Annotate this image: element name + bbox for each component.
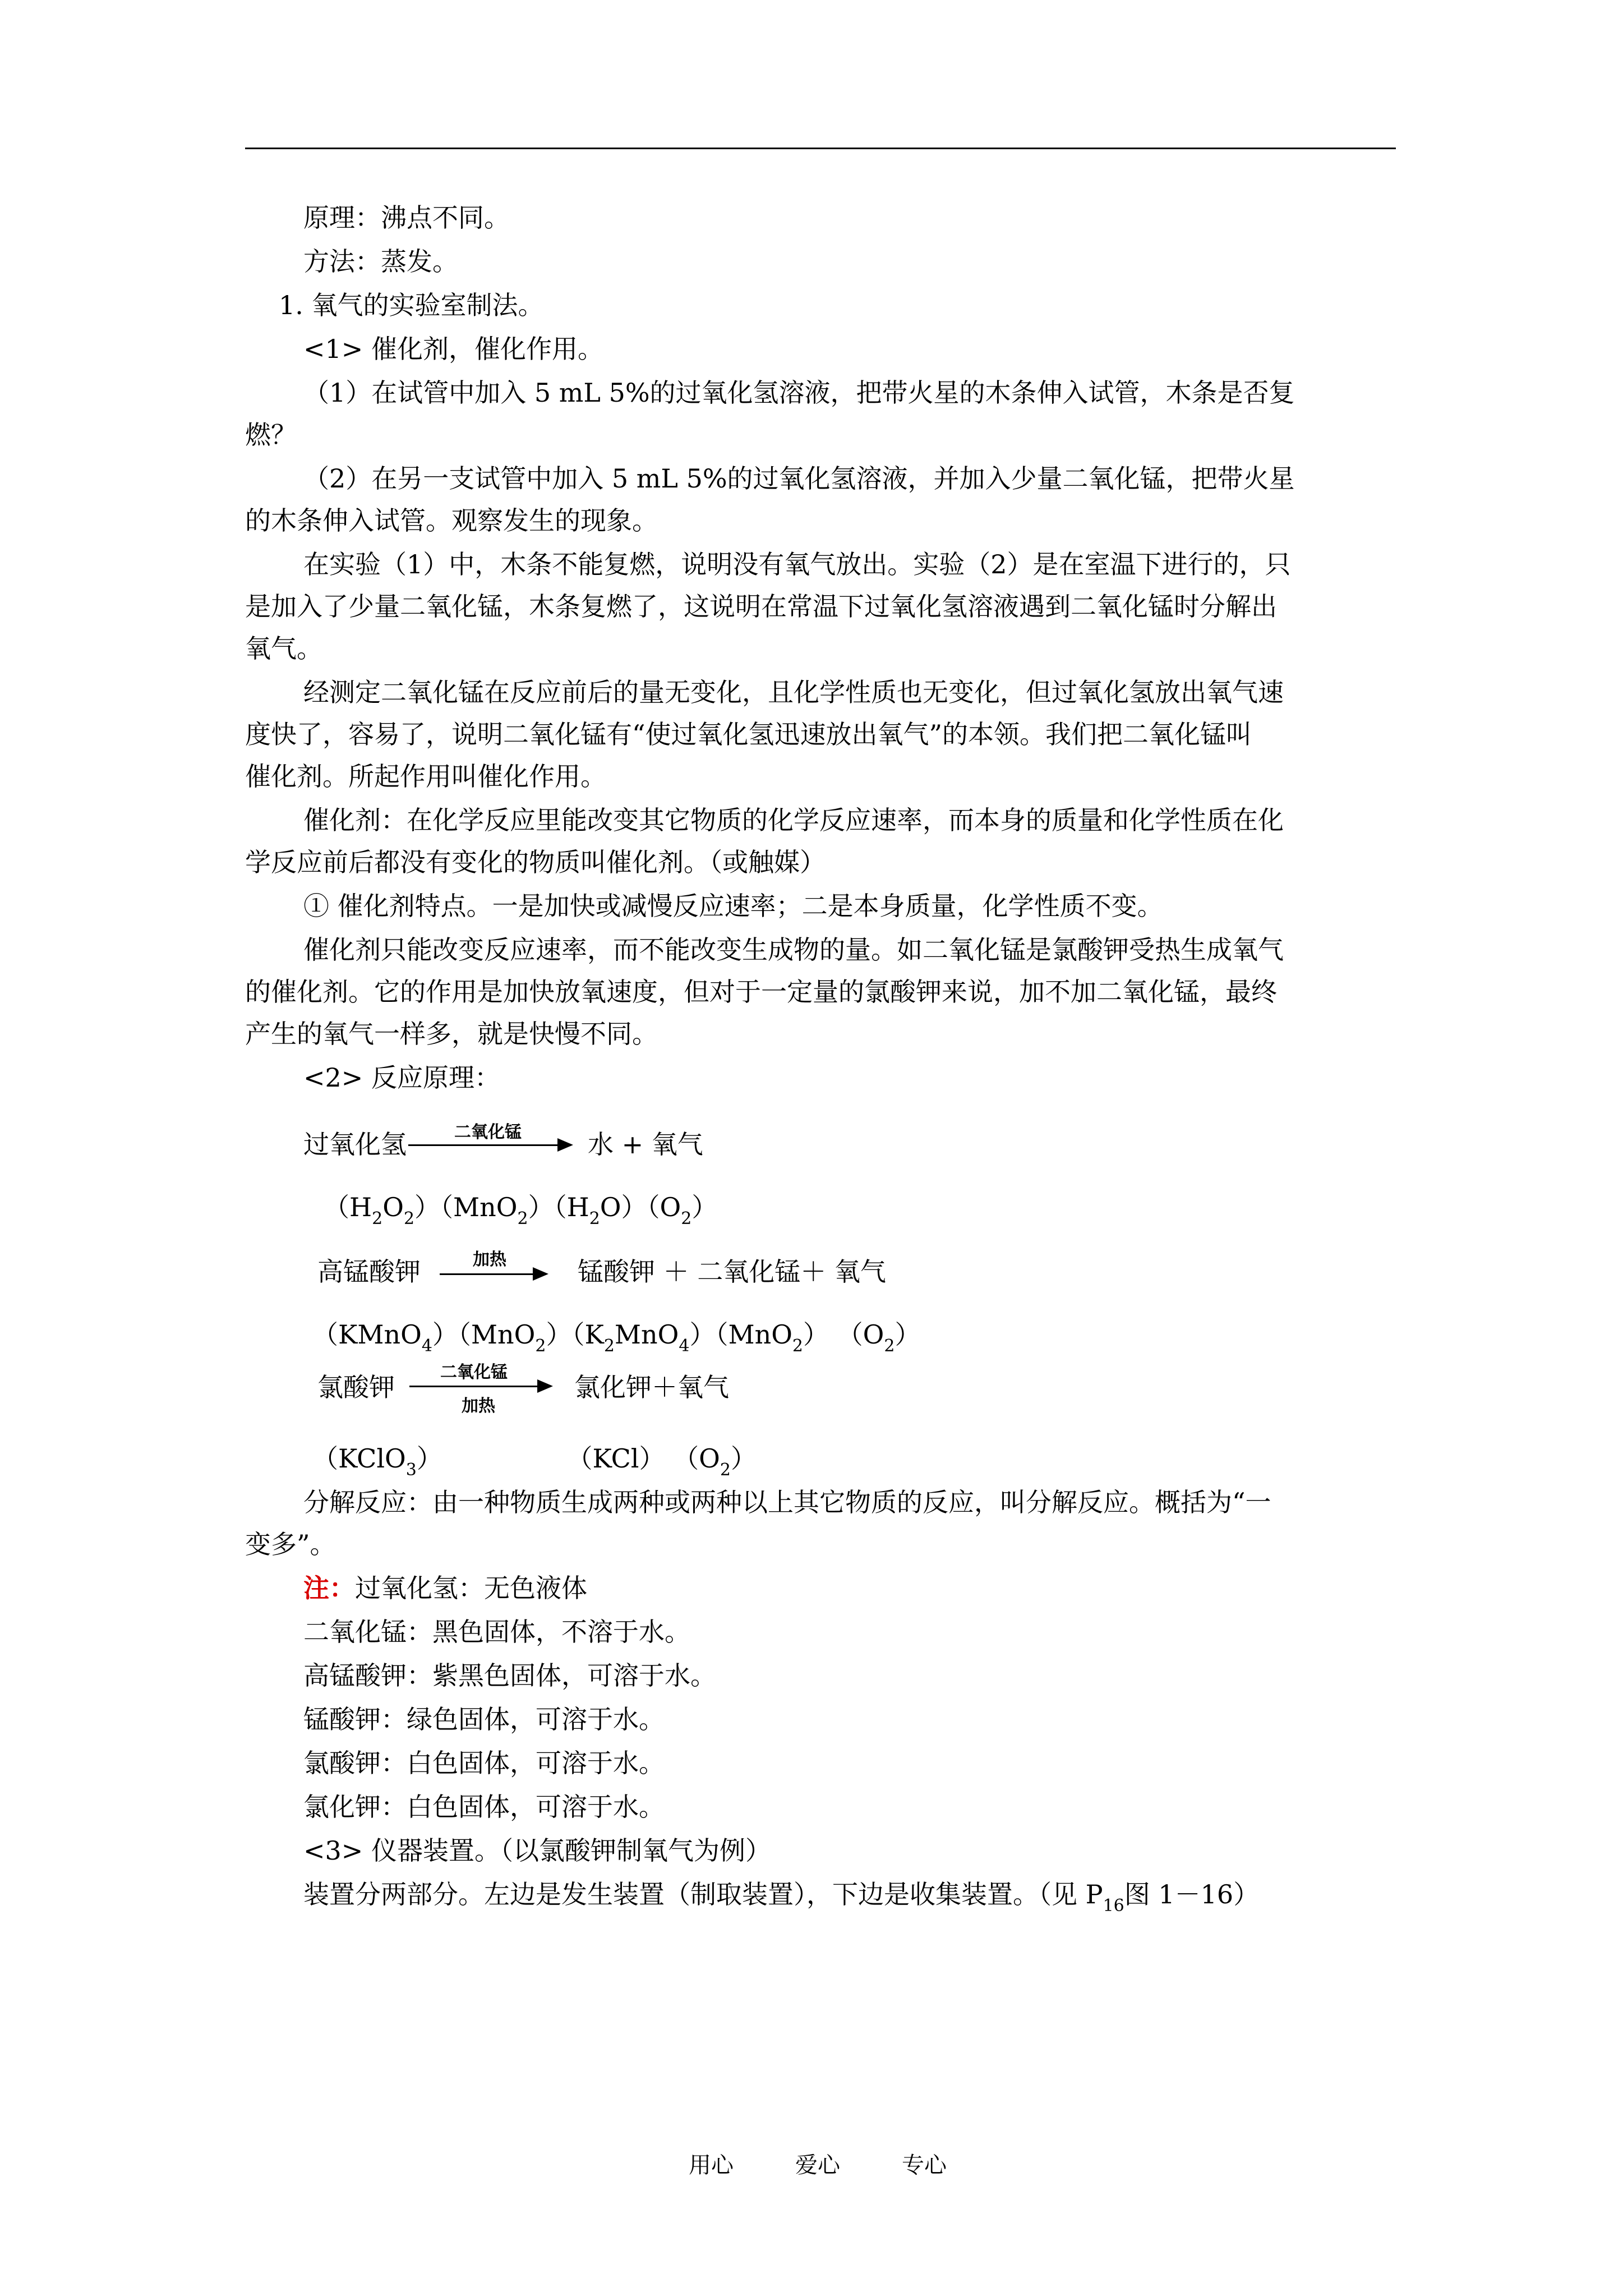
experiment-2-line-1: （2）在另一支试管中加入 5 mL 5%的过氧化氢溶液，并加入少量二氧化锰，把带火星 (303, 463, 1295, 494)
figure-ref: 图 1－16） (1124, 1879, 1260, 1910)
paragraph-3-line-2: 是加入了少量二氧化锰，木条复燃了，这说明在常温下过氧化氢溶液遇到二氧化锰时分解出 (245, 591, 1277, 622)
reaction-2-formulas: $(KMnO_4)(MnO_2)(K_2MnO_4)(MnO_2)$ $(O_2)$ (312, 1319, 921, 1356)
paragraph-7-line-2: 的催化剂。它的作用是加快放氧速度，但对于一定量的氯酸钾来说，加不加二氧化锰，最终 (245, 977, 1277, 1007)
property-kcl: 氯化钾：白色固体，可溶于水。 (303, 1792, 665, 1822)
page-subscript: 16 (1103, 1896, 1124, 1916)
apparatus-description (303, 1878, 1259, 1915)
footer-item-3: 专心 (902, 2152, 947, 2178)
reaction-3-condition-top: 二氧化锰 (440, 1363, 508, 1382)
experiment-1-line-2: 燃？ (245, 420, 297, 450)
reaction-2-products: 锰酸钾 ＋ 二氧化锰＋ 氧气 (578, 1257, 886, 1287)
paragraph-4-line-3: 催化剂。所起作用叫催化作用。 (245, 761, 606, 792)
subsection-apparatus: <3> 仪器装置。（以氯酸钾制氧气为例） (303, 1835, 771, 1866)
subsection-reaction: <2> 反应原理： (303, 1062, 500, 1093)
note-line (303, 1571, 587, 1605)
property-mno2: 二氧化锰：黑色固体，不溶于水。 (303, 1617, 690, 1647)
paragraph-3-line-3: 氧气。 (245, 633, 322, 664)
reaction-3-formulas: （KClO$_3$） （KCl） $(O_2)$ (312, 1443, 757, 1480)
method-line: 方法：蒸发。 (303, 246, 458, 277)
paragraph-7-line-3: 产生的氧气一样多，就是快慢不同。 (245, 1019, 658, 1049)
reaction-2-condition: 加热 (473, 1250, 506, 1269)
catalyst-definition-line-1: 催化剂：在化学反应里能改变其它物质的化学反应速率，而本身的质量和化学性质在化 (303, 805, 1284, 835)
subsection-catalyst: <1> 催化剂，催化作用。 (303, 334, 603, 364)
reaction-1-condition: 二氧化锰 (454, 1122, 522, 1142)
property-kclo3: 氯酸钾：白色固体，可溶于水。 (303, 1748, 665, 1778)
footer-item-2: 爱心 (795, 2152, 840, 2178)
paragraph-4-line-2: 度快了，容易了，说明二氧化锰有“使过氧化氢迅速放出氧气”的本领。我们把二氧化锰叫 (245, 719, 1252, 749)
header-rule (245, 148, 1396, 149)
apparatus-text: 装置分两部分。左边是发生装置（制取装置），下边是收集装置。（见 P (303, 1879, 1103, 1910)
property-k2mno4: 锰酸钾：绿色固体，可溶于水。 (303, 1704, 665, 1734)
paragraph-3-line-1: 在实验（1）中，木条不能复燃，说明没有氧气放出。实验（2）是在室温下进行的，只 (303, 549, 1291, 579)
experiment-2-line-2: 的木条伸入试管。观察发生的现象。 (245, 505, 658, 536)
property-kmno4: 高锰酸钾：紫黑色固体，可溶于水。 (303, 1660, 716, 1691)
experiment-1-line-1: （1）在试管中加入 5 mL 5%的过氧化氢溶液，把带火星的木条伸入试管，木条是否复 (303, 378, 1295, 408)
reaction-2-arrow (440, 1273, 546, 1275)
reaction-2-reactant: 高锰酸钾 (317, 1257, 421, 1287)
reaction-1-arrow (408, 1144, 571, 1146)
reaction-1-products: 水 + 氧气 (588, 1129, 703, 1159)
paragraph-4-line-1: 经测定二氧化锰在反应前后的量无变化，且化学性质也无变化，但过氧化氢放出氧气速 (303, 677, 1284, 707)
paragraph-7-line-1: 催化剂只能改变反应速率，而不能改变生成物的量。如二氧化锰是氯酸钾受热生成氧气 (303, 935, 1284, 965)
reaction-3-reactant: 氯酸钾 (317, 1372, 395, 1402)
note-text: 过氧化氢：无色液体 (355, 1573, 587, 1603)
note-label: 注： (303, 1573, 355, 1603)
reaction-1-formulas: $(H_2O_2)(MnO_2)(H_2O)(O_2)$ (324, 1192, 718, 1228)
footer-item-1: 用心 (689, 2152, 734, 2178)
reaction-1-reactant: 过氧化氢 (303, 1129, 407, 1159)
catalyst-features: ① 催化剂特点。一是加快或减慢反应速率；二是本身质量，化学性质不变。 (303, 891, 1163, 921)
reaction-3-products: 氯化钾＋氧气 (574, 1372, 729, 1402)
catalyst-definition-line-2: 学反应前后都没有变化的物质叫催化剂。（或触媒） (245, 847, 826, 877)
decomposition-line-1: 分解反应：由一种物质生成两种或两种以上其它物质的反应，叫分解反应。概括为“一 (303, 1487, 1271, 1517)
reaction-3-arrow (409, 1386, 551, 1387)
principle-line: 原理：沸点不同。 (303, 203, 510, 233)
decomposition-line-2: 变多”。 (245, 1529, 336, 1559)
reaction-3-condition-bottom: 加热 (462, 1396, 495, 1416)
section-heading: 1. 氧气的实验室制法。 (279, 290, 544, 320)
footer (689, 2148, 1008, 2182)
